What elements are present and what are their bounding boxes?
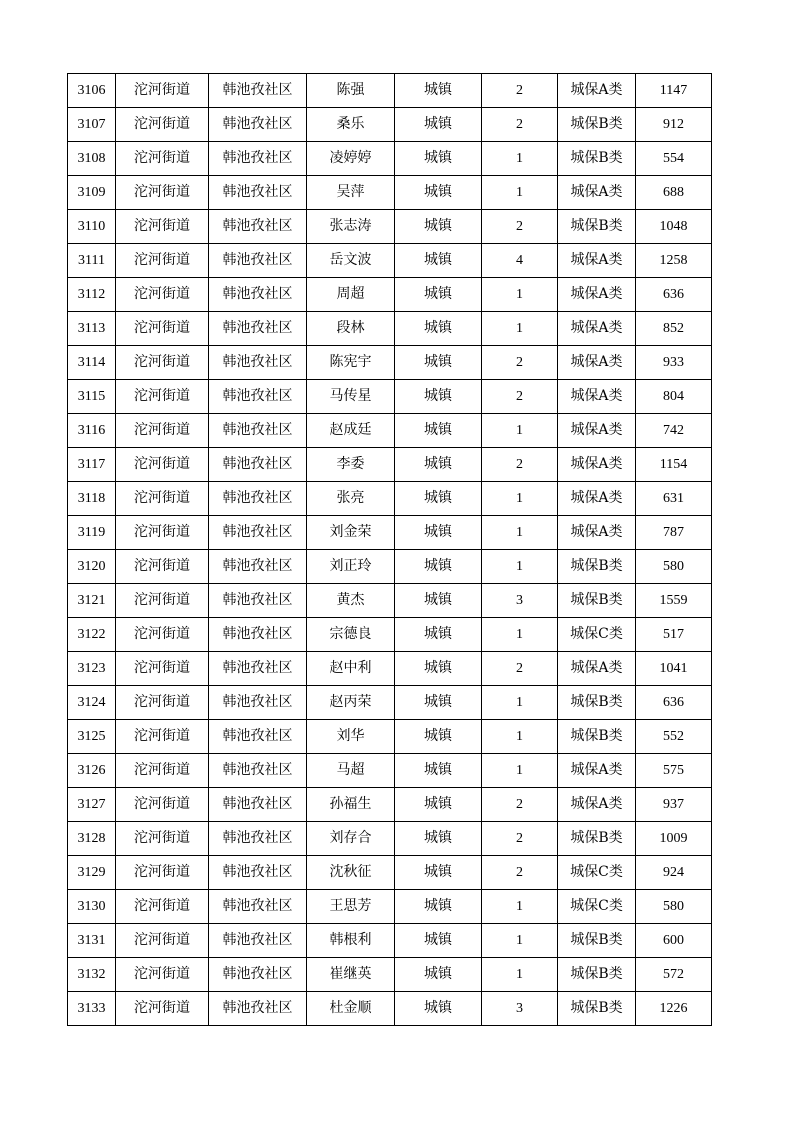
table-row [68,856,712,890]
table-row [68,788,712,822]
street-cell: 沱河街道 [116,822,209,856]
table-row [68,142,712,176]
household-size-cell: 1 [482,890,558,924]
amount-cell: 1226 [636,992,712,1026]
name-cell: 沈秋征 [307,856,395,890]
amount-cell: 600 [636,924,712,958]
amount-cell: 572 [636,958,712,992]
name-cell: 杜金顺 [307,992,395,1026]
amount-cell: 1258 [636,244,712,278]
category-cell: 城保B类 [558,924,636,958]
community-cell: 韩池孜社区 [209,584,307,618]
area-type-cell: 城镇 [395,380,482,414]
community-cell: 韩池孜社区 [209,482,307,516]
table-row [68,278,712,312]
table-row [68,74,712,108]
table-row [68,448,712,482]
area-type-cell: 城镇 [395,74,482,108]
household-size-cell: 3 [482,584,558,618]
community-cell: 韩池孜社区 [209,550,307,584]
area-type-cell: 城镇 [395,414,482,448]
area-type-cell: 城镇 [395,584,482,618]
row-number-cell: 3126 [68,754,116,788]
table-row [68,720,712,754]
household-size-cell: 2 [482,346,558,380]
category-cell: 城保A类 [558,312,636,346]
name-cell: 孙福生 [307,788,395,822]
name-cell: 刘存合 [307,822,395,856]
area-type-cell: 城镇 [395,890,482,924]
community-cell: 韩池孜社区 [209,754,307,788]
household-size-cell: 2 [482,856,558,890]
amount-cell: 580 [636,890,712,924]
community-cell: 韩池孜社区 [209,74,307,108]
amount-cell: 852 [636,312,712,346]
household-size-cell: 1 [482,414,558,448]
table-row [68,176,712,210]
name-cell: 桑乐 [307,108,395,142]
name-cell: 张志涛 [307,210,395,244]
category-cell: 城保B类 [558,992,636,1026]
row-number-cell: 3107 [68,108,116,142]
household-size-cell: 1 [482,550,558,584]
name-cell: 赵成廷 [307,414,395,448]
category-cell: 城保A类 [558,788,636,822]
community-cell: 韩池孜社区 [209,414,307,448]
street-cell: 沱河街道 [116,278,209,312]
street-cell: 沱河街道 [116,550,209,584]
category-cell: 城保B类 [558,822,636,856]
category-cell: 城保A类 [558,244,636,278]
row-number-cell: 3113 [68,312,116,346]
row-number-cell: 3114 [68,346,116,380]
household-size-cell: 2 [482,108,558,142]
amount-cell: 1154 [636,448,712,482]
area-type-cell: 城镇 [395,856,482,890]
row-number-cell: 3116 [68,414,116,448]
area-type-cell: 城镇 [395,448,482,482]
street-cell: 沱河街道 [116,482,209,516]
area-type-cell: 城镇 [395,278,482,312]
area-type-cell: 城镇 [395,210,482,244]
household-size-cell: 2 [482,652,558,686]
category-cell: 城保A类 [558,176,636,210]
row-number-cell: 3108 [68,142,116,176]
name-cell: 王思芳 [307,890,395,924]
category-cell: 城保A类 [558,278,636,312]
row-number-cell: 3122 [68,618,116,652]
household-size-cell: 1 [482,312,558,346]
amount-cell: 912 [636,108,712,142]
area-type-cell: 城镇 [395,958,482,992]
amount-cell: 804 [636,380,712,414]
household-size-cell: 1 [482,516,558,550]
category-cell: 城保B类 [558,584,636,618]
household-size-cell: 1 [482,720,558,754]
area-type-cell: 城镇 [395,822,482,856]
area-type-cell: 城镇 [395,312,482,346]
community-cell: 韩池孜社区 [209,788,307,822]
street-cell: 沱河街道 [116,992,209,1026]
household-size-cell: 1 [482,618,558,652]
amount-cell: 937 [636,788,712,822]
category-cell: 城保A类 [558,414,636,448]
name-cell: 凌婷婷 [307,142,395,176]
street-cell: 沱河街道 [116,856,209,890]
community-cell: 韩池孜社区 [209,346,307,380]
street-cell: 沱河街道 [116,754,209,788]
amount-cell: 631 [636,482,712,516]
amount-cell: 742 [636,414,712,448]
area-type-cell: 城镇 [395,176,482,210]
street-cell: 沱河街道 [116,312,209,346]
category-cell: 城保A类 [558,380,636,414]
household-size-cell: 1 [482,482,558,516]
household-size-cell: 3 [482,992,558,1026]
category-cell: 城保A类 [558,346,636,380]
area-type-cell: 城镇 [395,618,482,652]
street-cell: 沱河街道 [116,516,209,550]
area-type-cell: 城镇 [395,992,482,1026]
table-row [68,822,712,856]
table-row [68,652,712,686]
row-number-cell: 3109 [68,176,116,210]
table-row [68,550,712,584]
row-number-cell: 3123 [68,652,116,686]
table-row [68,754,712,788]
household-size-cell: 2 [482,788,558,822]
row-number-cell: 3132 [68,958,116,992]
table-row [68,516,712,550]
name-cell: 崔继英 [307,958,395,992]
amount-cell: 554 [636,142,712,176]
row-number-cell: 3131 [68,924,116,958]
name-cell: 岳文波 [307,244,395,278]
community-cell: 韩池孜社区 [209,176,307,210]
street-cell: 沱河街道 [116,74,209,108]
household-size-cell: 2 [482,448,558,482]
name-cell: 吴萍 [307,176,395,210]
household-size-cell: 1 [482,176,558,210]
street-cell: 沱河街道 [116,210,209,244]
household-size-cell: 2 [482,210,558,244]
row-number-cell: 3130 [68,890,116,924]
street-cell: 沱河街道 [116,584,209,618]
amount-cell: 636 [636,686,712,720]
community-cell: 韩池孜社区 [209,210,307,244]
community-cell: 韩池孜社区 [209,244,307,278]
row-number-cell: 3112 [68,278,116,312]
community-cell: 韩池孜社区 [209,686,307,720]
table-row [68,992,712,1026]
street-cell: 沱河街道 [116,244,209,278]
name-cell: 李委 [307,448,395,482]
amount-cell: 1009 [636,822,712,856]
area-type-cell: 城镇 [395,346,482,380]
row-number-cell: 3127 [68,788,116,822]
row-number-cell: 3129 [68,856,116,890]
street-cell: 沱河街道 [116,346,209,380]
street-cell: 沱河街道 [116,108,209,142]
category-cell: 城保B类 [558,686,636,720]
area-type-cell: 城镇 [395,244,482,278]
name-cell: 陈强 [307,74,395,108]
name-cell: 陈宪宇 [307,346,395,380]
street-cell: 沱河街道 [116,176,209,210]
area-type-cell: 城镇 [395,686,482,720]
name-cell: 周超 [307,278,395,312]
table-body [68,74,712,1026]
amount-cell: 1147 [636,74,712,108]
street-cell: 沱河街道 [116,958,209,992]
category-cell: 城保A类 [558,754,636,788]
household-size-cell: 4 [482,244,558,278]
name-cell: 韩根利 [307,924,395,958]
amount-cell: 636 [636,278,712,312]
category-cell: 城保C类 [558,856,636,890]
name-cell: 马超 [307,754,395,788]
street-cell: 沱河街道 [116,380,209,414]
community-cell: 韩池孜社区 [209,278,307,312]
community-cell: 韩池孜社区 [209,618,307,652]
table-row [68,890,712,924]
household-size-cell: 1 [482,754,558,788]
street-cell: 沱河街道 [116,686,209,720]
community-cell: 韩池孜社区 [209,924,307,958]
community-cell: 韩池孜社区 [209,822,307,856]
name-cell: 刘正玲 [307,550,395,584]
table-row [68,584,712,618]
community-cell: 韩池孜社区 [209,448,307,482]
household-size-cell: 1 [482,142,558,176]
community-cell: 韩池孜社区 [209,516,307,550]
area-type-cell: 城镇 [395,550,482,584]
community-cell: 韩池孜社区 [209,720,307,754]
community-cell: 韩池孜社区 [209,312,307,346]
row-number-cell: 3106 [68,74,116,108]
data-table [67,73,712,1026]
row-number-cell: 3120 [68,550,116,584]
amount-cell: 1559 [636,584,712,618]
amount-cell: 1041 [636,652,712,686]
table-row [68,210,712,244]
area-type-cell: 城镇 [395,788,482,822]
area-type-cell: 城镇 [395,754,482,788]
street-cell: 沱河街道 [116,924,209,958]
community-cell: 韩池孜社区 [209,142,307,176]
category-cell: 城保A类 [558,482,636,516]
table-row [68,312,712,346]
name-cell: 马传星 [307,380,395,414]
community-cell: 韩池孜社区 [209,108,307,142]
household-size-cell: 2 [482,74,558,108]
table-row [68,414,712,448]
amount-cell: 552 [636,720,712,754]
table-row [68,958,712,992]
category-cell: 城保B类 [558,108,636,142]
row-number-cell: 3117 [68,448,116,482]
row-number-cell: 3119 [68,516,116,550]
street-cell: 沱河街道 [116,652,209,686]
household-size-cell: 1 [482,686,558,720]
table-row [68,924,712,958]
street-cell: 沱河街道 [116,448,209,482]
street-cell: 沱河街道 [116,142,209,176]
category-cell: 城保A类 [558,516,636,550]
amount-cell: 924 [636,856,712,890]
name-cell: 段林 [307,312,395,346]
row-number-cell: 3121 [68,584,116,618]
household-size-cell: 1 [482,924,558,958]
area-type-cell: 城镇 [395,924,482,958]
table-row [68,244,712,278]
community-cell: 韩池孜社区 [209,652,307,686]
row-number-cell: 3133 [68,992,116,1026]
row-number-cell: 3110 [68,210,116,244]
amount-cell: 688 [636,176,712,210]
area-type-cell: 城镇 [395,652,482,686]
amount-cell: 933 [636,346,712,380]
table-row [68,686,712,720]
area-type-cell: 城镇 [395,108,482,142]
household-size-cell: 2 [482,380,558,414]
amount-cell: 1048 [636,210,712,244]
area-type-cell: 城镇 [395,142,482,176]
row-number-cell: 3111 [68,244,116,278]
household-size-cell: 2 [482,822,558,856]
category-cell: 城保B类 [558,550,636,584]
name-cell: 黄杰 [307,584,395,618]
street-cell: 沱河街道 [116,618,209,652]
row-number-cell: 3125 [68,720,116,754]
community-cell: 韩池孜社区 [209,856,307,890]
area-type-cell: 城镇 [395,516,482,550]
category-cell: 城保C类 [558,890,636,924]
street-cell: 沱河街道 [116,890,209,924]
community-cell: 韩池孜社区 [209,380,307,414]
table-row [68,380,712,414]
row-number-cell: 3115 [68,380,116,414]
name-cell: 张亮 [307,482,395,516]
name-cell: 刘金荣 [307,516,395,550]
community-cell: 韩池孜社区 [209,890,307,924]
row-number-cell: 3128 [68,822,116,856]
category-cell: 城保A类 [558,652,636,686]
table-row [68,482,712,516]
name-cell: 赵丙荣 [307,686,395,720]
row-number-cell: 3124 [68,686,116,720]
row-number-cell: 3118 [68,482,116,516]
community-cell: 韩池孜社区 [209,958,307,992]
table-row [68,108,712,142]
table-row [68,618,712,652]
name-cell: 刘华 [307,720,395,754]
amount-cell: 517 [636,618,712,652]
street-cell: 沱河街道 [116,788,209,822]
amount-cell: 787 [636,516,712,550]
category-cell: 城保C类 [558,618,636,652]
street-cell: 沱河街道 [116,414,209,448]
amount-cell: 575 [636,754,712,788]
name-cell: 宗德良 [307,618,395,652]
area-type-cell: 城镇 [395,720,482,754]
category-cell: 城保A类 [558,74,636,108]
area-type-cell: 城镇 [395,482,482,516]
category-cell: 城保B类 [558,210,636,244]
community-cell: 韩池孜社区 [209,992,307,1026]
category-cell: 城保B类 [558,142,636,176]
street-cell: 沱河街道 [116,720,209,754]
category-cell: 城保B类 [558,958,636,992]
amount-cell: 580 [636,550,712,584]
household-size-cell: 1 [482,278,558,312]
category-cell: 城保B类 [558,720,636,754]
table-row [68,346,712,380]
household-size-cell: 1 [482,958,558,992]
category-cell: 城保A类 [558,448,636,482]
name-cell: 赵中利 [307,652,395,686]
